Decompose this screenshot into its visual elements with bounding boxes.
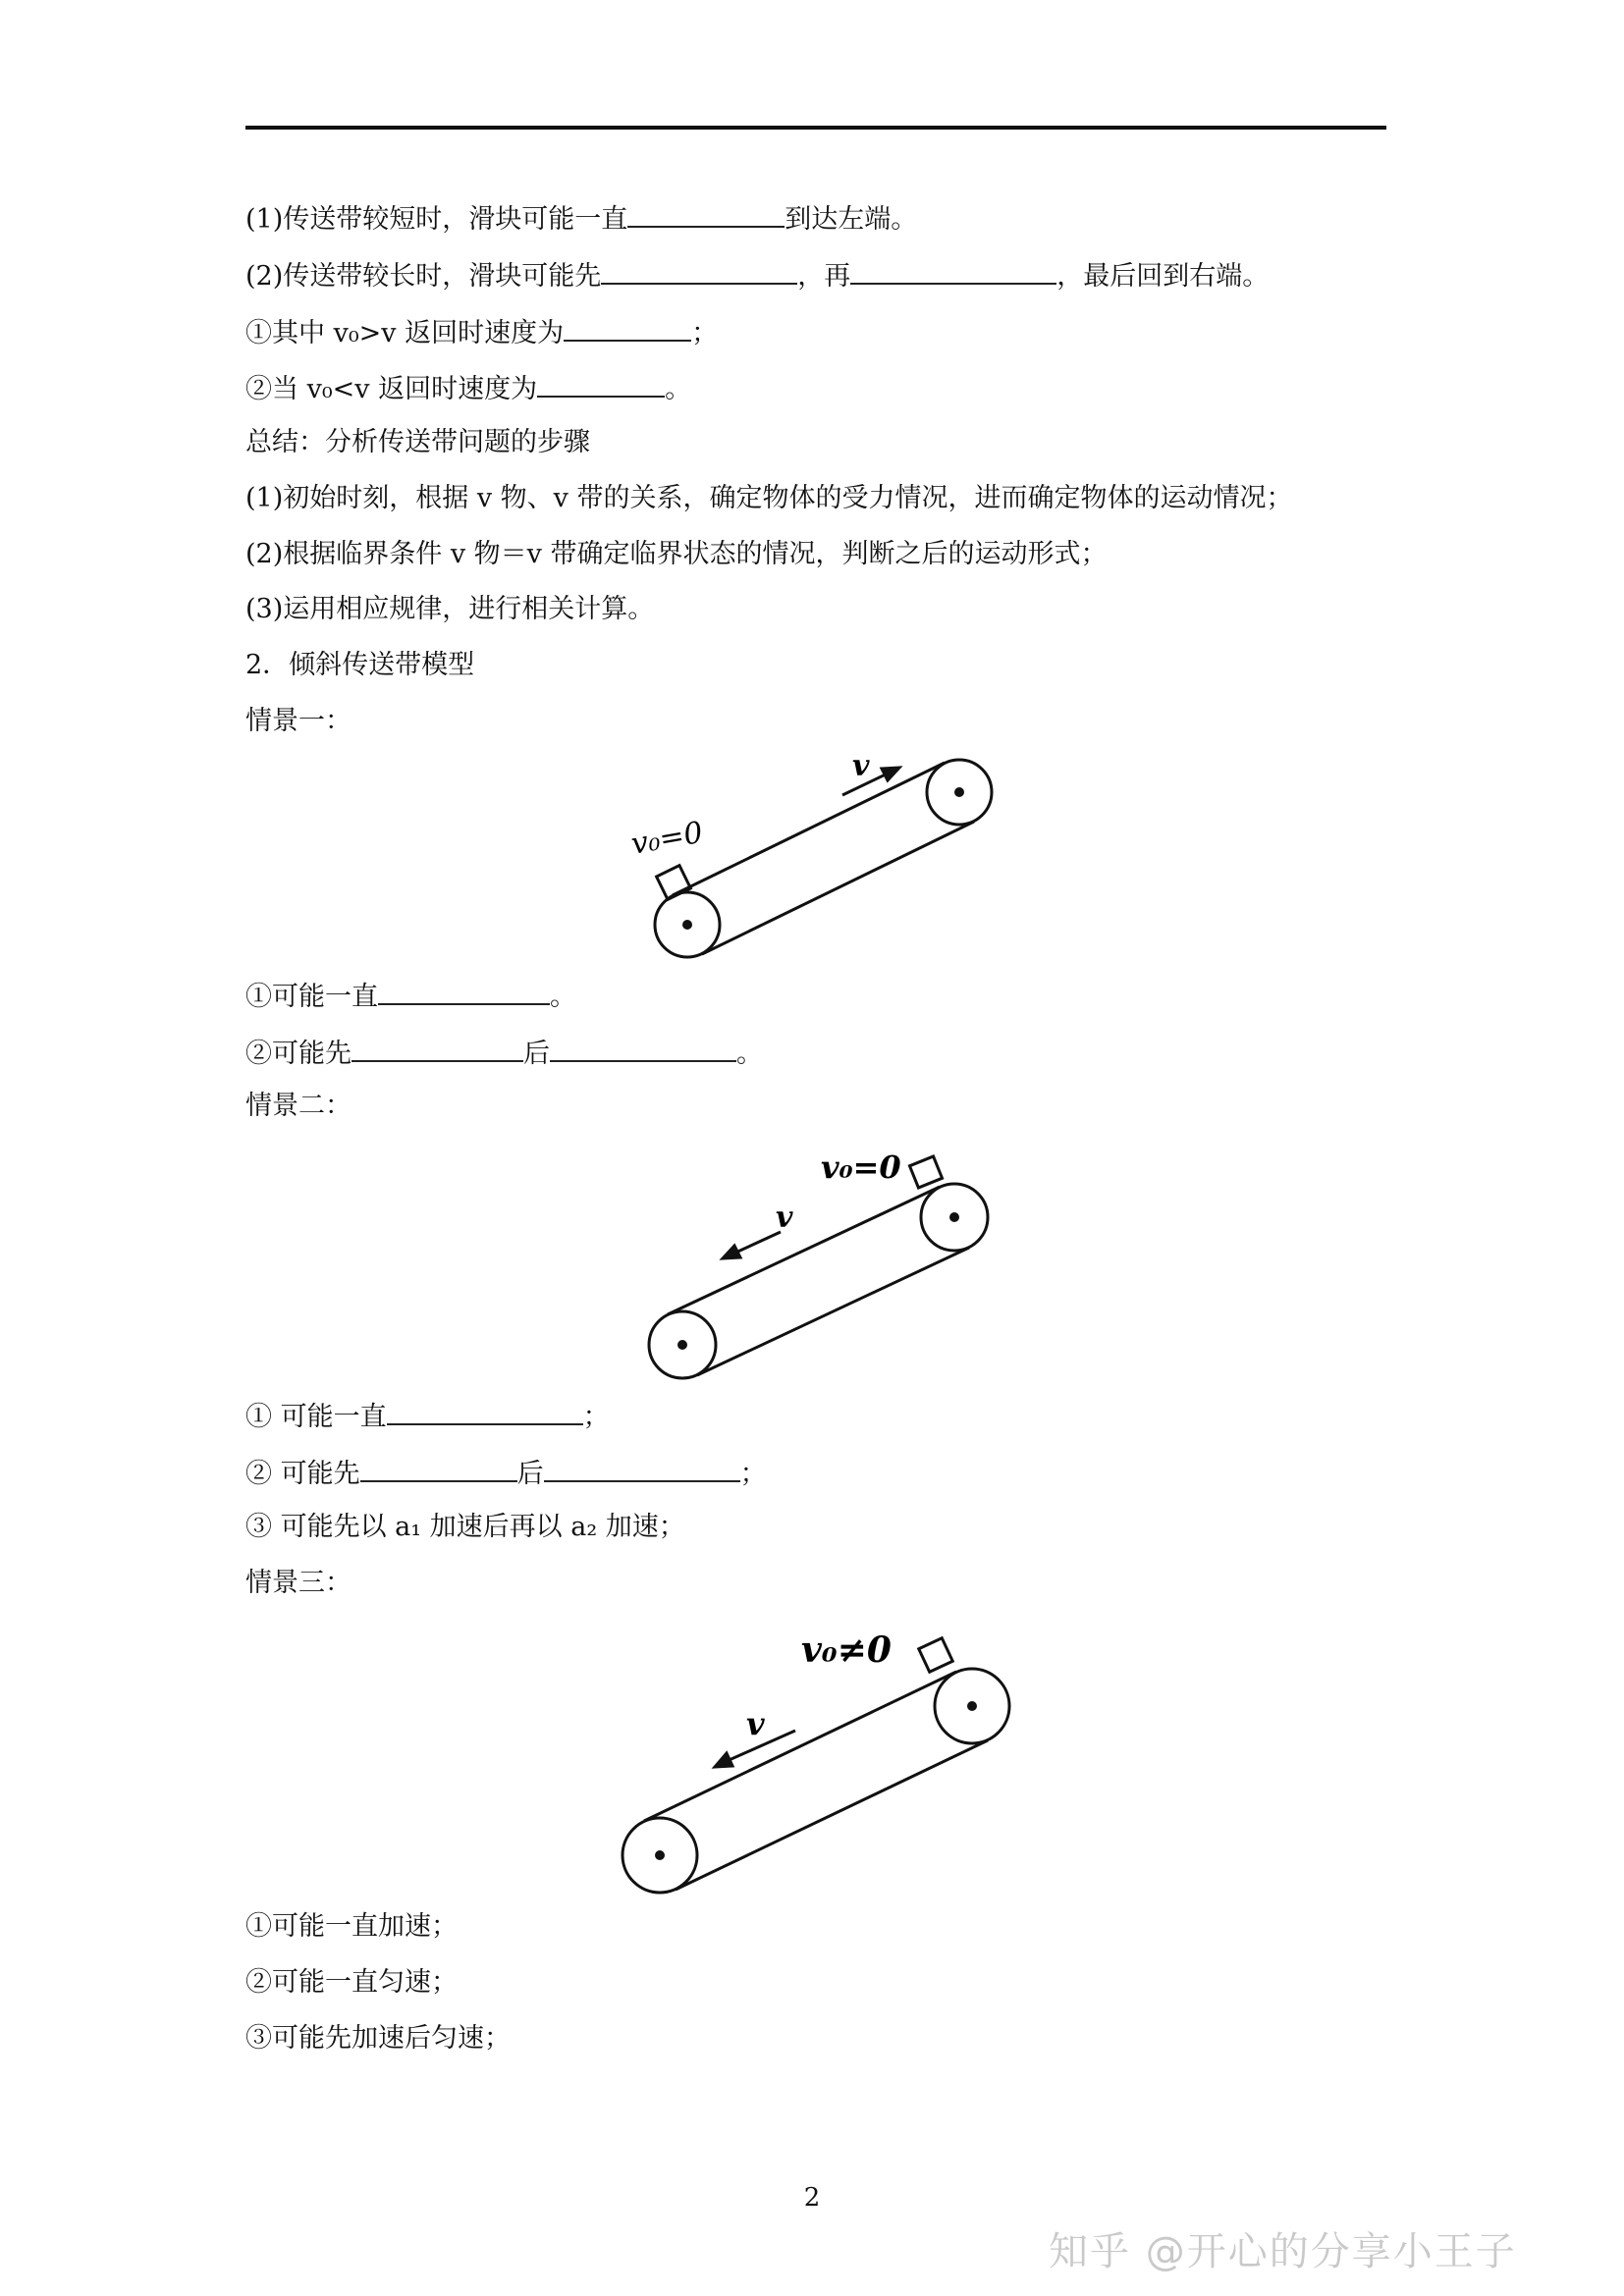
text: ②可能先 [245, 1039, 352, 1069]
header-rule [245, 126, 1386, 130]
text-line-1 [245, 200, 917, 237]
text: ，再 [797, 261, 851, 292]
velocity-arrow [842, 768, 899, 795]
scenario-2-heading: 情景二： [245, 1091, 352, 1121]
text: 后 [523, 1039, 550, 1069]
fill-blank[interactable] [387, 1398, 583, 1425]
velocity-arrow [723, 1232, 781, 1258]
step-3: (3)运用相应规律，进行相关计算。 [245, 594, 655, 624]
scenario-3-c: ③可能先加速后匀速； [245, 2023, 511, 2054]
v-label: v [852, 749, 870, 783]
page-number: 2 [803, 2183, 821, 2213]
scenario-1-heading: 情景一： [245, 706, 352, 736]
fill-blank[interactable] [627, 200, 785, 228]
fill-blank[interactable] [537, 370, 665, 398]
scenario-1-a [245, 978, 576, 1014]
text-line-2 [245, 257, 1269, 294]
block [919, 1638, 953, 1673]
v-label: v [746, 1705, 765, 1742]
belt-bottom [697, 1248, 969, 1375]
scenario-2-b [245, 1455, 767, 1491]
text: ②当 v₀<v 返回时速度为 [245, 374, 538, 404]
belt-top [668, 1187, 940, 1314]
text: ； [582, 1402, 610, 1432]
v0-label: v₀=0 [821, 1148, 901, 1186]
fill-blank[interactable] [352, 1035, 523, 1062]
v-label: v [776, 1201, 793, 1235]
text: 后 [516, 1459, 544, 1489]
belt-bottom [702, 822, 974, 954]
scenario-2-c: ③ 可能先以 a₁ 加速后再以 a₂ 加速； [245, 1512, 685, 1542]
watermark: 知乎 @开心的分享小王子 [1049, 2229, 1517, 2274]
figure-1-conveyor [628, 746, 1001, 962]
text: 。 [550, 982, 576, 1012]
text: 。 [736, 1039, 763, 1069]
fill-blank[interactable] [564, 314, 691, 342]
fill-blank[interactable] [378, 978, 550, 1005]
figure-2-conveyor [628, 1129, 1011, 1394]
scenario-1-b [245, 1035, 763, 1071]
fill-blank[interactable] [544, 1455, 740, 1482]
figure-3-conveyor [609, 1615, 1021, 1909]
v0-label: v₀=0 [628, 815, 706, 862]
step-2: (2)根据临界条件 v 物＝v 带确定临界状态的情况，判断之后的运动形式； [245, 539, 1108, 569]
section-heading: 2．倾斜传送带模型 [245, 650, 475, 680]
text: ，最后回到右端。 [1056, 261, 1270, 292]
text-line-4 [245, 370, 691, 406]
text: ①其中 v₀>v 返回时速度为 [245, 318, 565, 348]
step-1: (1)初始时刻，根据 v 物、v 带的关系，确定物体的受力情况，进而确定物体的运动情况； [245, 483, 1293, 513]
scenario-2-a [245, 1398, 610, 1434]
scenario-3-a: ①可能一直加速； [245, 1911, 458, 1942]
text: ② 可能先 [245, 1459, 360, 1489]
fill-blank[interactable] [550, 1035, 736, 1062]
fill-blank[interactable] [601, 257, 797, 285]
fill-blank[interactable] [360, 1455, 517, 1482]
text: (2)传送带较长时，滑块可能先 [245, 261, 602, 292]
text: ① 可能一直 [245, 1402, 387, 1432]
scenario-3-heading: 情景三： [245, 1568, 352, 1598]
text: (1)传送带较短时，滑块可能一直 [245, 204, 628, 235]
block [909, 1156, 942, 1188]
text: 。 [665, 374, 692, 404]
text: ； [691, 318, 719, 348]
text: ； [739, 1459, 767, 1489]
fill-blank[interactable] [850, 257, 1056, 285]
summary-heading: 总结：分析传送带问题的步骤 [245, 427, 590, 457]
scenario-3-b: ②可能一直匀速； [245, 1967, 458, 1998]
text-line-3 [245, 314, 718, 350]
belt-top [644, 1672, 956, 1821]
text: ①可能一直 [245, 982, 378, 1012]
text: 到达左端。 [785, 204, 918, 235]
belt-top [673, 763, 945, 895]
v0-label: v₀≠0 [801, 1629, 892, 1671]
